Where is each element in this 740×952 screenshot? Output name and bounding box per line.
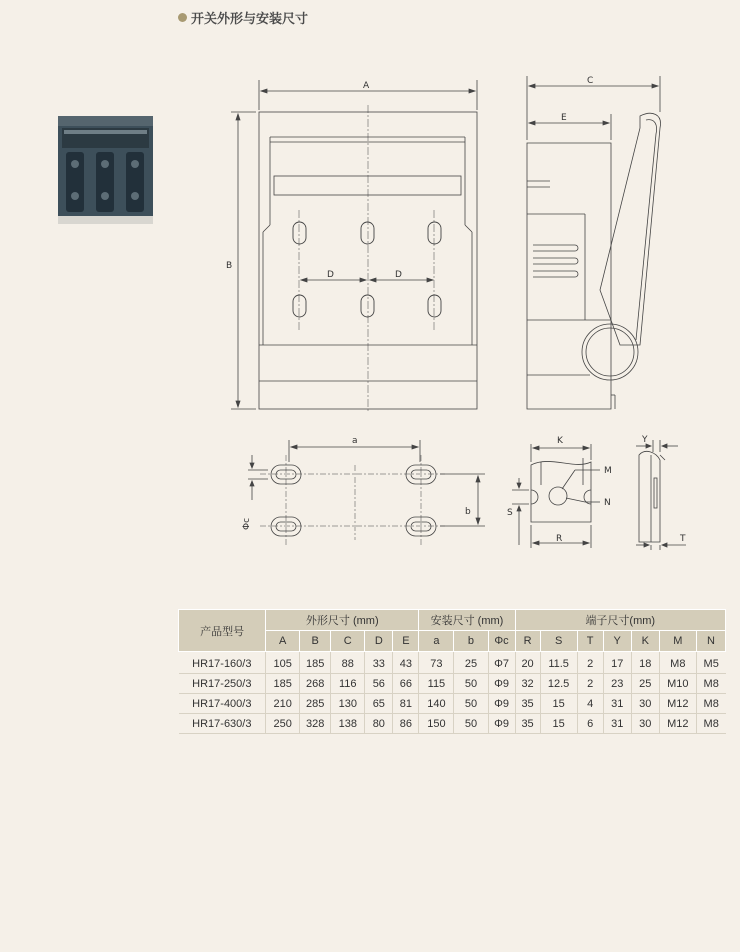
subheader-cell: a [419, 631, 454, 652]
label-D-left: D [327, 270, 334, 280]
table-row [179, 694, 726, 714]
value-cell: M8 [696, 674, 725, 694]
value-cell: 2 [577, 674, 603, 694]
thickness-view [636, 440, 686, 550]
value-cell: 35 [515, 694, 540, 714]
value-cell: 56 [365, 674, 393, 694]
front-view [231, 80, 477, 412]
label-A: A [363, 81, 370, 91]
value-cell: 116 [331, 674, 365, 694]
model-cell: HR17-250/3 [192, 677, 252, 690]
subheader-cell: S [540, 631, 577, 652]
value-cell: Φ9 [488, 694, 515, 714]
value-cell: 31 [603, 694, 631, 714]
value-cell: 30 [631, 714, 659, 734]
value-cell: 11.5 [540, 652, 577, 674]
table-row [179, 674, 726, 694]
value-cell: 43 [393, 652, 419, 674]
spec-table [178, 609, 726, 734]
label-C: C [587, 76, 594, 86]
value-cell: 25 [631, 674, 659, 694]
value-cell: 185 [300, 652, 331, 674]
subheader-cell: C [331, 631, 365, 652]
value-cell: 15 [540, 714, 577, 734]
subheader-cell: Φc [488, 631, 515, 652]
value-cell: Φ9 [488, 714, 515, 734]
value-cell: 250 [266, 714, 300, 734]
value-cell: 17 [603, 652, 631, 674]
value-cell: M8 [696, 714, 725, 734]
value-cell: M5 [696, 652, 725, 674]
value-cell: M10 [659, 674, 696, 694]
label-M: M [604, 466, 612, 476]
value-cell: M12 [659, 714, 696, 734]
label-B: B [226, 261, 233, 271]
subheader-cell: K [631, 631, 659, 652]
section-title: 开关外形与安装尺寸 [191, 12, 309, 27]
value-cell: 32 [515, 674, 540, 694]
label-E: E [561, 113, 567, 123]
value-cell: 88 [331, 652, 365, 674]
value-cell: 130 [331, 694, 365, 714]
value-cell: 50 [454, 694, 488, 714]
subheader-cell: Y [603, 631, 631, 652]
value-cell: 4 [577, 694, 603, 714]
value-cell: 285 [300, 694, 331, 714]
header-install-dimensions: 安装尺寸 (mm) [419, 610, 515, 631]
header-outline-dimensions: 外形尺寸 (mm) [266, 610, 419, 631]
value-cell: 30 [631, 694, 659, 714]
value-cell: 50 [454, 714, 488, 734]
value-cell: 23 [603, 674, 631, 694]
value-cell: 185 [266, 674, 300, 694]
subheader-cell: A [266, 631, 300, 652]
table-row [179, 714, 726, 734]
value-cell: 138 [331, 714, 365, 734]
value-cell: 33 [365, 652, 393, 674]
label-S: S [507, 508, 513, 518]
label-phi-c: Φc [242, 517, 252, 530]
subheader-cell: N [696, 631, 725, 652]
subheader-cell: T [577, 631, 603, 652]
value-cell: 80 [365, 714, 393, 734]
subheader-cell: M [659, 631, 696, 652]
value-cell: Φ9 [488, 674, 515, 694]
table-body [179, 652, 726, 734]
label-T: T [680, 534, 686, 544]
value-cell: 81 [393, 694, 419, 714]
mounting-holes-view [248, 440, 485, 545]
value-cell: M8 [659, 652, 696, 674]
model-cell: HR17-400/3 [192, 697, 252, 710]
value-cell: 115 [419, 674, 454, 694]
value-cell: 18 [631, 652, 659, 674]
value-cell: 105 [266, 652, 300, 674]
value-cell: 140 [419, 694, 454, 714]
label-N: N [604, 498, 611, 508]
subheader-cell: b [454, 631, 488, 652]
value-cell: 150 [419, 714, 454, 734]
value-cell: 25 [454, 652, 488, 674]
subheader-cell: D [365, 631, 393, 652]
value-cell: 210 [266, 694, 300, 714]
value-cell: 86 [393, 714, 419, 734]
value-cell: M8 [696, 694, 725, 714]
label-a: a [352, 436, 358, 446]
subheader-cell: B [300, 631, 331, 652]
value-cell: 15 [540, 694, 577, 714]
model-cell: HR17-160/3 [192, 657, 252, 670]
header-terminal-dimensions: 端子尺寸(mm) [515, 610, 725, 631]
label-D-right: D [395, 270, 402, 280]
value-cell: 268 [300, 674, 331, 694]
terminal-view [512, 444, 600, 548]
value-cell: 50 [454, 674, 488, 694]
value-cell: 66 [393, 674, 419, 694]
subheader-cell: E [393, 631, 419, 652]
label-Y: Y [642, 435, 648, 445]
value-cell: Φ7 [488, 652, 515, 674]
header-model: 产品型号 [179, 610, 266, 652]
value-cell: 65 [365, 694, 393, 714]
value-cell: 328 [300, 714, 331, 734]
value-cell: 20 [515, 652, 540, 674]
label-K: K [557, 436, 563, 446]
side-view [527, 76, 660, 409]
label-R: R [556, 534, 563, 544]
value-cell: 31 [603, 714, 631, 734]
value-cell: 12.5 [540, 674, 577, 694]
value-cell: 73 [419, 652, 454, 674]
value-cell: 35 [515, 714, 540, 734]
value-cell: M12 [659, 694, 696, 714]
value-cell: 6 [577, 714, 603, 734]
label-b: b [465, 507, 471, 517]
table-row [179, 652, 726, 674]
value-cell: 2 [577, 652, 603, 674]
subheader-cell: R [515, 631, 540, 652]
model-cell: HR17-630/3 [192, 717, 252, 730]
